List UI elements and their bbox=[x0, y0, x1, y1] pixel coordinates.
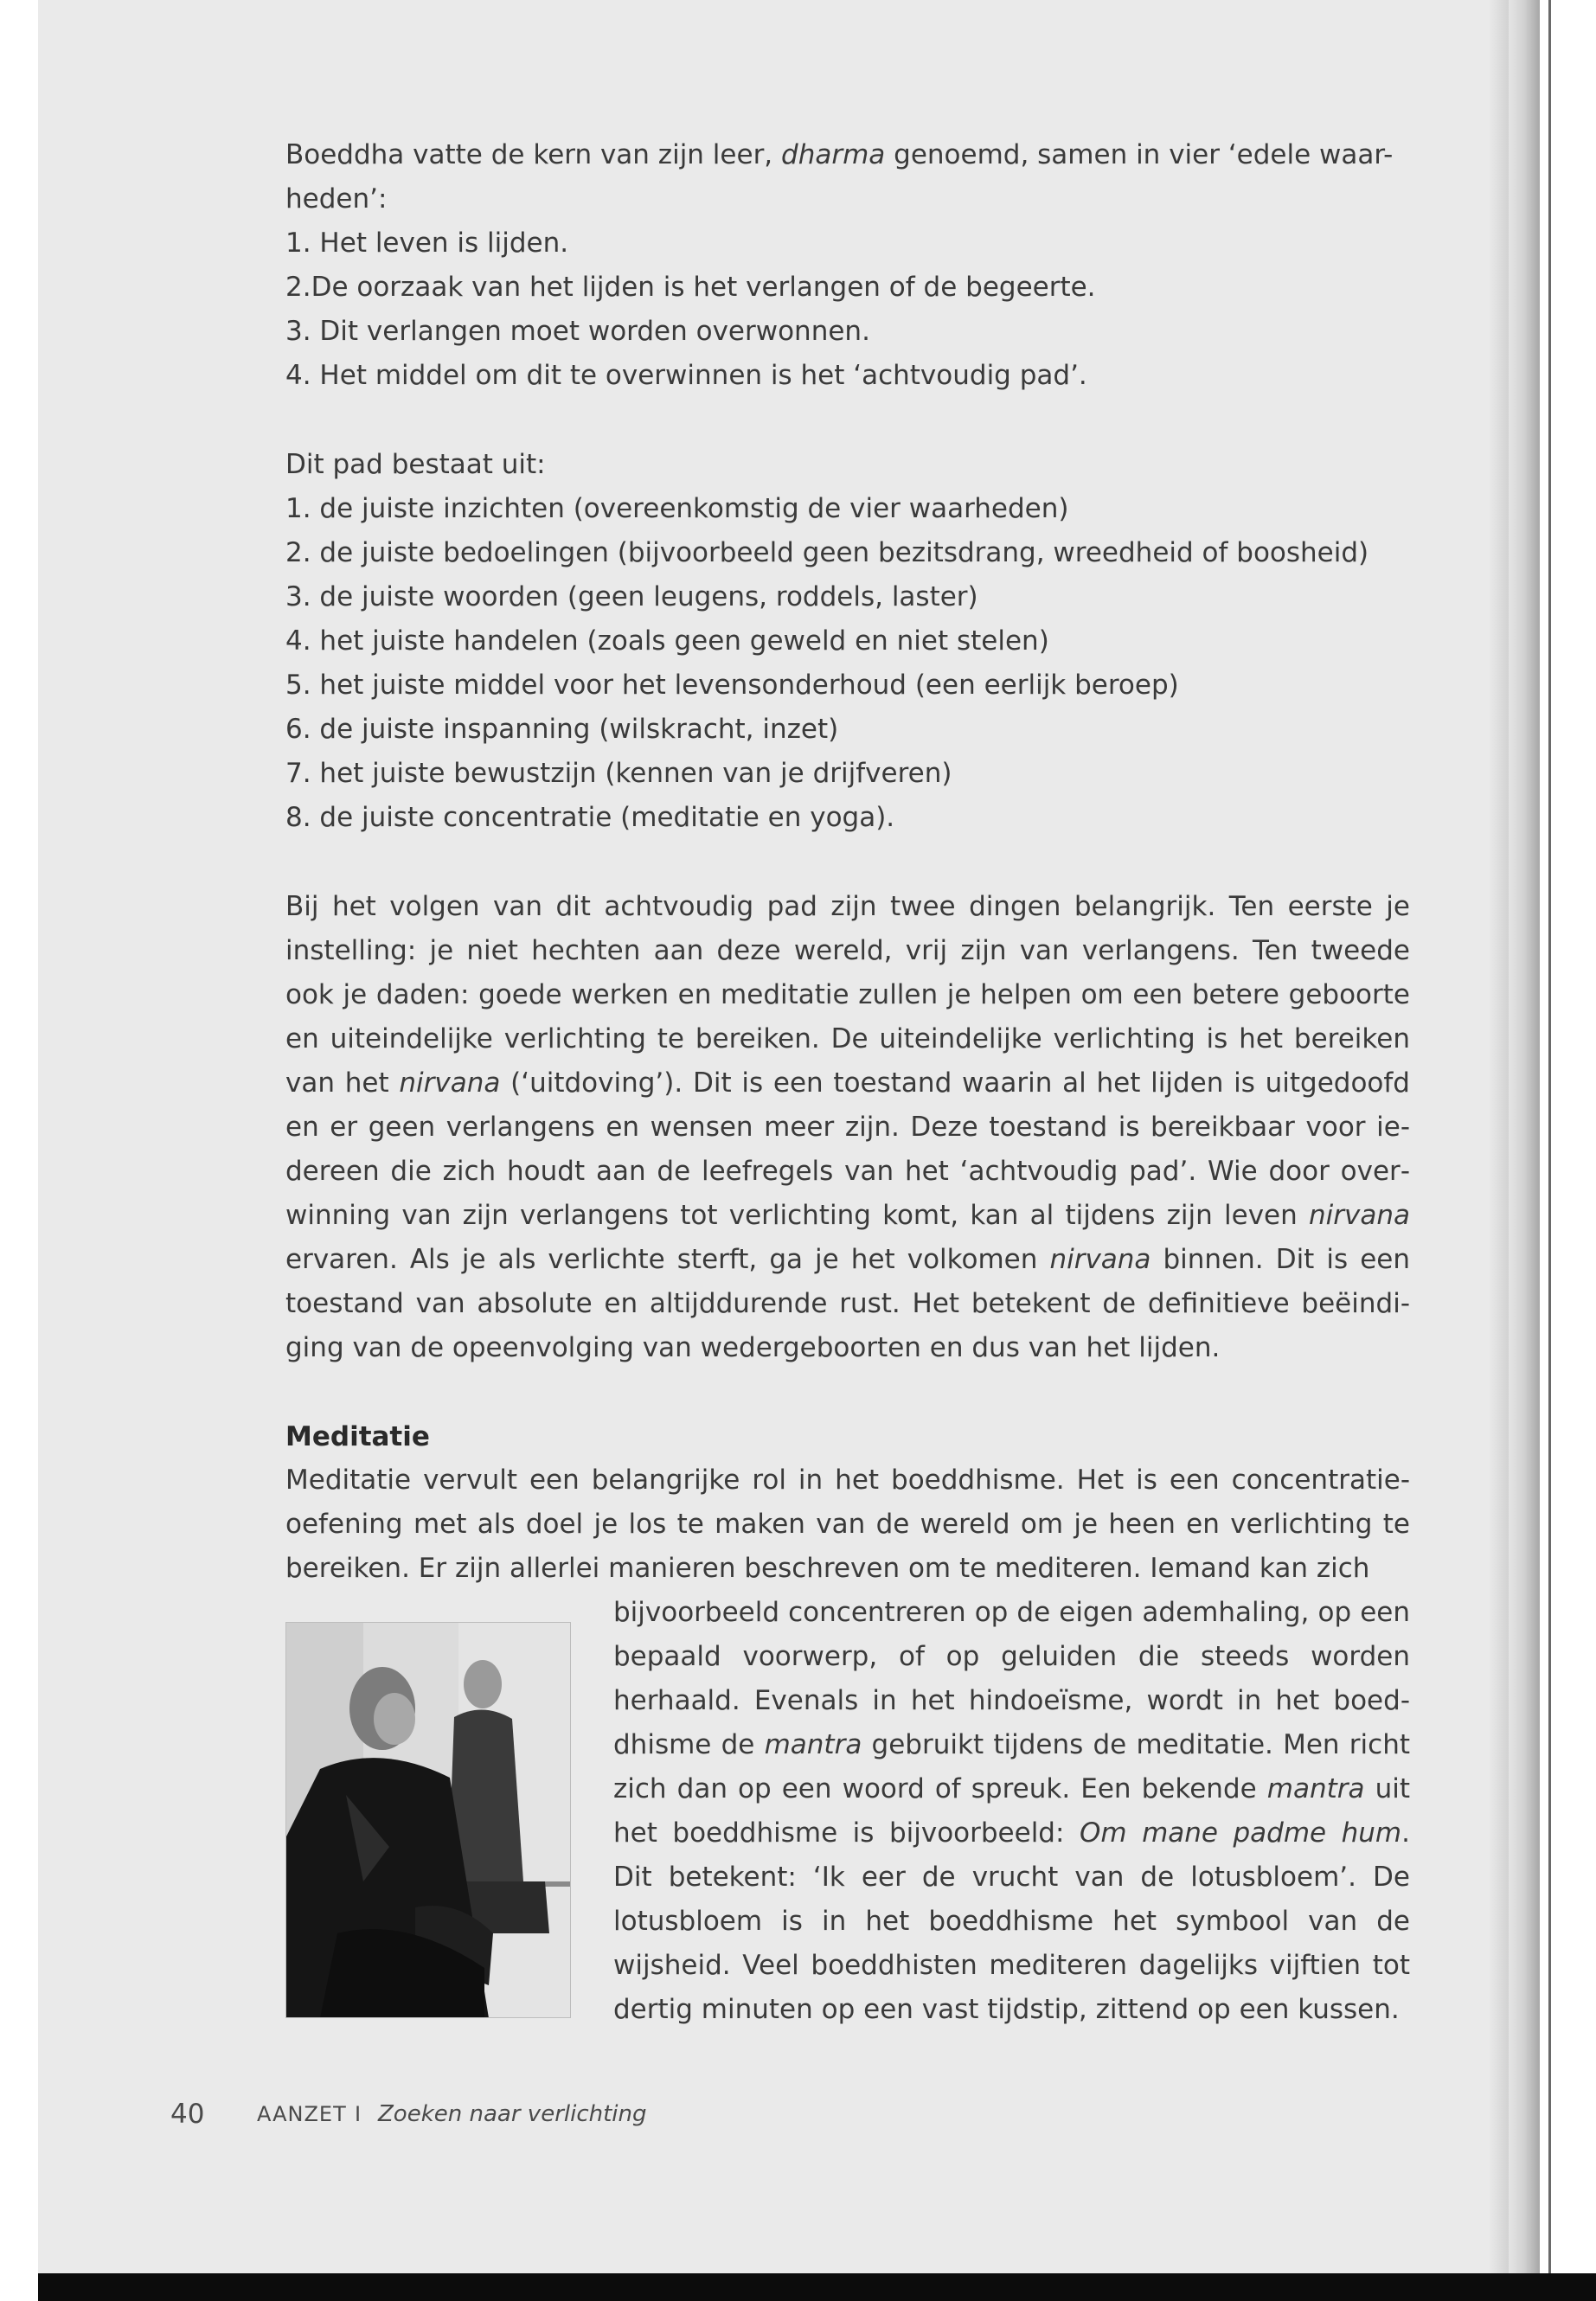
truth-item: 4. Het middel om dit te overwinnen is het ‘achtvoudig pad’. bbox=[285, 360, 1087, 391]
noble-truths-block bbox=[285, 133, 1410, 398]
term-mantra: mantra bbox=[764, 1729, 862, 1760]
path-item: 2. de juiste bedoelingen (bijvoorbeeld geen bezitsdrang, wreedheid of boosheid) bbox=[285, 537, 1369, 568]
spine-edge bbox=[1548, 0, 1551, 2277]
meditating-monks-photo bbox=[285, 1622, 571, 2018]
section-heading: Meditatie bbox=[285, 1421, 430, 1452]
term-dharma: dharma bbox=[781, 139, 886, 170]
scan-bottom-edge bbox=[38, 2273, 1596, 2301]
page-number: 40 bbox=[170, 2099, 205, 2130]
path-item: 8. de juiste concentratie (meditatie en yoga). bbox=[285, 802, 895, 833]
photo-drawing bbox=[285, 1622, 571, 2018]
footer-separator: I bbox=[355, 2102, 362, 2126]
text-line: heden’: bbox=[285, 183, 388, 215]
term-nirvana: nirvana bbox=[399, 1067, 501, 1099]
mantra-phrase: Om mane padme hum bbox=[1079, 1817, 1402, 1849]
term-nirvana: nirvana bbox=[1049, 1244, 1151, 1275]
term-nirvana: nirvana bbox=[1309, 1200, 1410, 1231]
truth-item: 1. Het leven is lijden. bbox=[285, 228, 569, 259]
path-item: 6. de juiste inspanning (wilskracht, inzet) bbox=[285, 714, 839, 745]
truth-item: 3. Dit verlangen moet worden overwonnen. bbox=[285, 316, 870, 347]
text-line: Boeddha vatte de kern van zijn leer, dharma genoemd, samen in vier ‘edele waar- bbox=[285, 139, 1394, 170]
eightfold-path-list bbox=[285, 443, 1410, 840]
term-mantra: mantra bbox=[1266, 1773, 1365, 1804]
path-item: 7. het juiste bewustzijn (kennen van je drijfveren) bbox=[285, 758, 952, 789]
mantra-paragraph: bijvoorbeeld concentreren op de eigen ademhaling, op een bepaald voorwerp, of op geluiden die steeds worden herhaald. Evenals in het hindoeïsme, wordt in het boeddhisme de mantra gebruikt tijdens de meditatie. Men richt zich dan op een woord of spreuk. Een bekende mantra uit het boeddhisme is bijvoorbeeld: Om mane padme hum. Dit betekent: ‘Ik eer de vrucht van de lotusbloem’. De lotusbloem is in het boeddhisme het symbool van de wijsheid. Veel boeddhisten mediteren dagelijks vijftien tot dertig minuten op een vast tijdstip, zittend op een kussen. bbox=[613, 1597, 1410, 2025]
outer-margin bbox=[0, 0, 38, 2301]
path-item: 3. de juiste woorden (geen leugens, roddels, laster) bbox=[285, 581, 978, 612]
meditation-intro-paragraph: Meditatie vervult een belangrijke rol in het boeddhisme. Het is een concentratieoefening met als doel je los te maken van de wereld om je heen en verlichting te bereiken. Er zijn allerlei manieren beschreven om te mediteren. Iemand kan zich bbox=[285, 1465, 1410, 1584]
chapter-title: Zoeken naar verlichting bbox=[378, 2101, 647, 2127]
path-item: 1. de juiste inzichten (overeenkomstig de vier waarheden) bbox=[285, 493, 1069, 524]
path-item: 5. het juiste middel voor het levensonderhoud (een eerlijk beroep) bbox=[285, 670, 1179, 701]
spine-shadow bbox=[1488, 0, 1540, 2277]
path-item: 4. het juiste handelen (zoals geen geweld en niet stelen) bbox=[285, 625, 1049, 657]
truth-item: 2.De oorzaak van het lijden is het verlangen of de begeerte. bbox=[285, 272, 1096, 303]
path-intro: Dit pad bestaat uit: bbox=[285, 449, 546, 480]
series-title: AANZET bbox=[257, 2102, 347, 2126]
nirvana-paragraph: Bij het volgen van dit achtvoudig pad zijn twee dingen belangrijk. Ten eerste je instelling: je niet hechten aan deze wereld, vrij zijn van verlangens. Ten tweede ook je daden: goede werken en meditatie zullen je helpen om een betere geboorte en uiteindelijke verlichting te bereiken. De uiteindelijke verlichting is het bereiken van het nirvana (‘uitdoving’). Dit is een toestand waarin al het lijden is uitgedoofd en er geen verlangens en wensen meer zijn. Deze toestand is bereikbaar voor iedereen die zich houdt aan de leefregels van het ‘achtvoudig pad’. Wie door overwinning van zijn verlangens tot verlichting komt, kan al tijdens zijn leven nirvana ervaren. Als je als verlichte sterft, ga je het volkomen nirvana binnen. Dit is een toestand van absolute en altijddurende rust. Het betekent de definitieve beëindiging van de opeenvolging van wedergeboorten en dus van het lijden. bbox=[285, 891, 1410, 1363]
